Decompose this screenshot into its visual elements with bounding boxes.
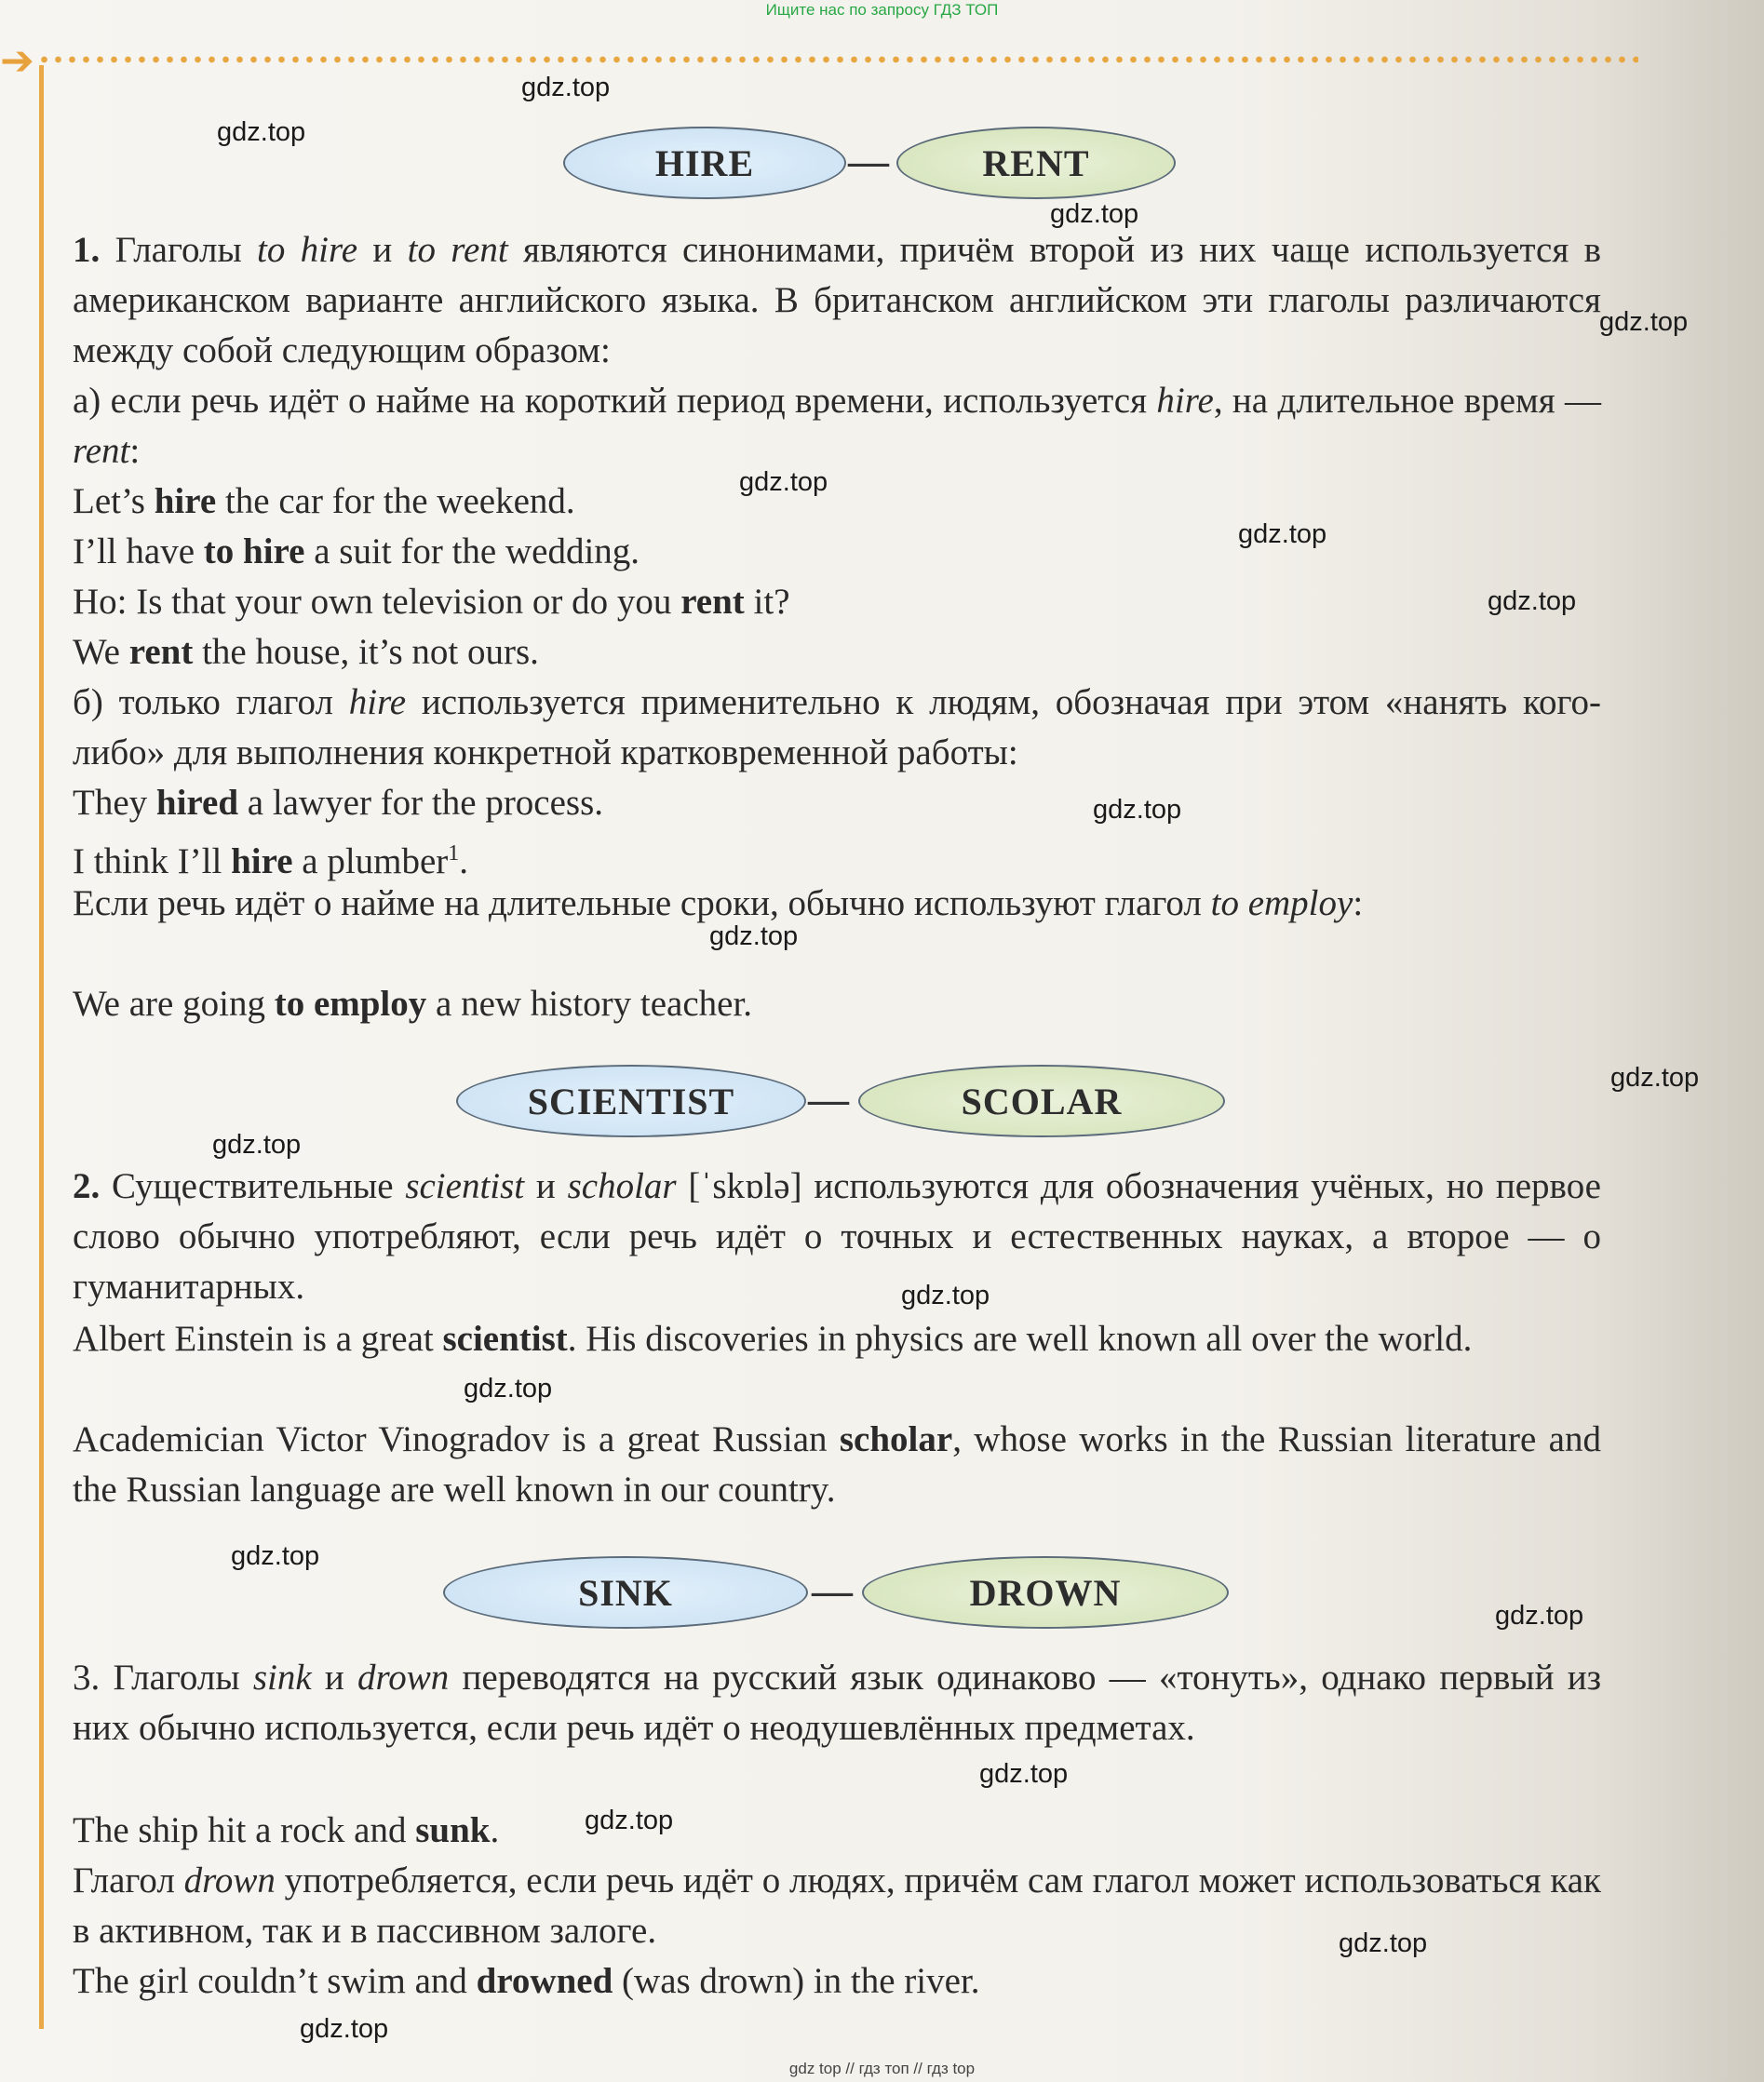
watermark: gdz.top (979, 1759, 1069, 1789)
watermark: gdz.top (1599, 307, 1689, 337)
word-oval-hire: HIRE (563, 127, 846, 199)
watermark: gdz.top (1495, 1601, 1584, 1631)
watermark: gdz.top (901, 1281, 990, 1310)
example-sentence: They hired a lawyer for the process. (73, 783, 604, 823)
watermark: gdz.top (709, 921, 799, 951)
dotted-divider (37, 54, 1638, 65)
example-sentence: I think I’ll hire a plumber$^1$. (73, 841, 469, 881)
word-pair-scientist-scolar (456, 1065, 1275, 1137)
watermark: gdz.top (1339, 1928, 1428, 1958)
watermark: gdz.top (231, 1541, 320, 1571)
section1-paragraph-4: Если речь идёт о найме на длительные сроки, обычно используют глагол to employ: (73, 883, 1364, 923)
watermark: gdz.top (1238, 519, 1327, 549)
word-oval-scientist: SCIENTIST (456, 1065, 806, 1137)
watermark: gdz.top (217, 117, 306, 147)
word-oval-drown: DROWN (862, 1556, 1229, 1629)
word-oval-rent: RENT (896, 127, 1176, 199)
footnote-marker: 1 (448, 841, 460, 866)
section1-paragraph-2: а) если речь идёт о найме на короткий период времени, используется hire, на длительное время — rent: (73, 381, 1601, 471)
section2-paragraph-1: 2. Существительные scientist и scholar [ˈskɒlə] используются для обозначения учёных, но первое слово обычно употребляют, если речь идёт о точных и естественных науках, а второе — о гуманитарных. (73, 1166, 1601, 1307)
margin-rule (39, 65, 44, 2029)
bottom-site-link[interactable]: gdz top // гдз топ // гдз top (788, 2060, 976, 2077)
watermark: gdz.top (300, 2014, 389, 2044)
section3-paragraph-2: Глагол drown употребляется, если речь идёт о людях, причём сам глагол может использоваться как в активном, так и в пассивном залоге. (73, 1860, 1602, 1951)
watermark: gdz.top (1093, 795, 1182, 825)
example-sentence: We are going to employ a new history teacher. (73, 984, 753, 1024)
example-sentence: The girl couldn’t swim and drowned (was drown) in the river. (73, 1961, 980, 2001)
example-sentence: The ship hit a rock and sunk. (73, 1810, 500, 1850)
example-sentence: We rent the house, it’s not ours. (73, 632, 539, 672)
word-pair-hire-rent (563, 127, 1233, 199)
example-sentence: Let’s hire the car for the weekend. (73, 481, 575, 521)
section1-paragraph-3: б) только глагол hire используется применительно к людям, обозначая при этом «нанять кого-либо» для выполнения конкретной кратковременной работы: (73, 682, 1601, 772)
watermark: gdz.top (1610, 1063, 1700, 1093)
section1-paragraph-1: 1. Глаголы to hire и to rent являются синонимами, причём второй из них чаще используется в американском варианте английского языка. В британском английском эти глаголы различаются между собой следующим образом: (73, 230, 1602, 370)
pair-dash: — (808, 1077, 849, 1122)
example-sentence: I’ll have to hire a suit for the wedding. (73, 531, 640, 571)
watermark: gdz.top (739, 467, 828, 497)
watermark: gdz.top (1488, 586, 1577, 616)
word-oval-sink: SINK (443, 1556, 808, 1629)
section-number: 1. (73, 230, 101, 270)
example-sentence: Ho: Is that your own television or do you rent it? (73, 582, 790, 622)
word-oval-scolar: SCOLAR (858, 1065, 1225, 1137)
section2-example-1: Albert Einstein is a great scientist. His discoveries in physics are well known all over the world. (73, 1319, 1473, 1359)
word-pair-sink-drown (443, 1556, 1262, 1629)
watermark: gdz.top (1050, 199, 1139, 229)
arrow-right-icon: ➔ (0, 37, 34, 85)
section-number: 2. (73, 1166, 101, 1206)
top-search-link[interactable]: Ищите нас по запросу ГДЗ ТОП (765, 1, 999, 19)
watermark: gdz.top (521, 73, 611, 102)
section2-example-2: Academician Victor Vinogradov is a great Russian scholar, whose works in the Russian literature and the Russian language are well known in our country. (73, 1419, 1601, 1510)
watermark: gdz.top (464, 1374, 553, 1404)
section3-paragraph-1: 3. Глаголы sink и drown переводятся на русский язык одинаково — «тонуть», однако первый из них обычно используется, если речь идёт о неодушевлённых предметах. (73, 1658, 1602, 1748)
pair-dash: — (812, 1568, 853, 1614)
watermark: gdz.top (212, 1130, 302, 1160)
pair-dash: — (848, 139, 889, 184)
watermark: gdz.top (585, 1806, 674, 1835)
